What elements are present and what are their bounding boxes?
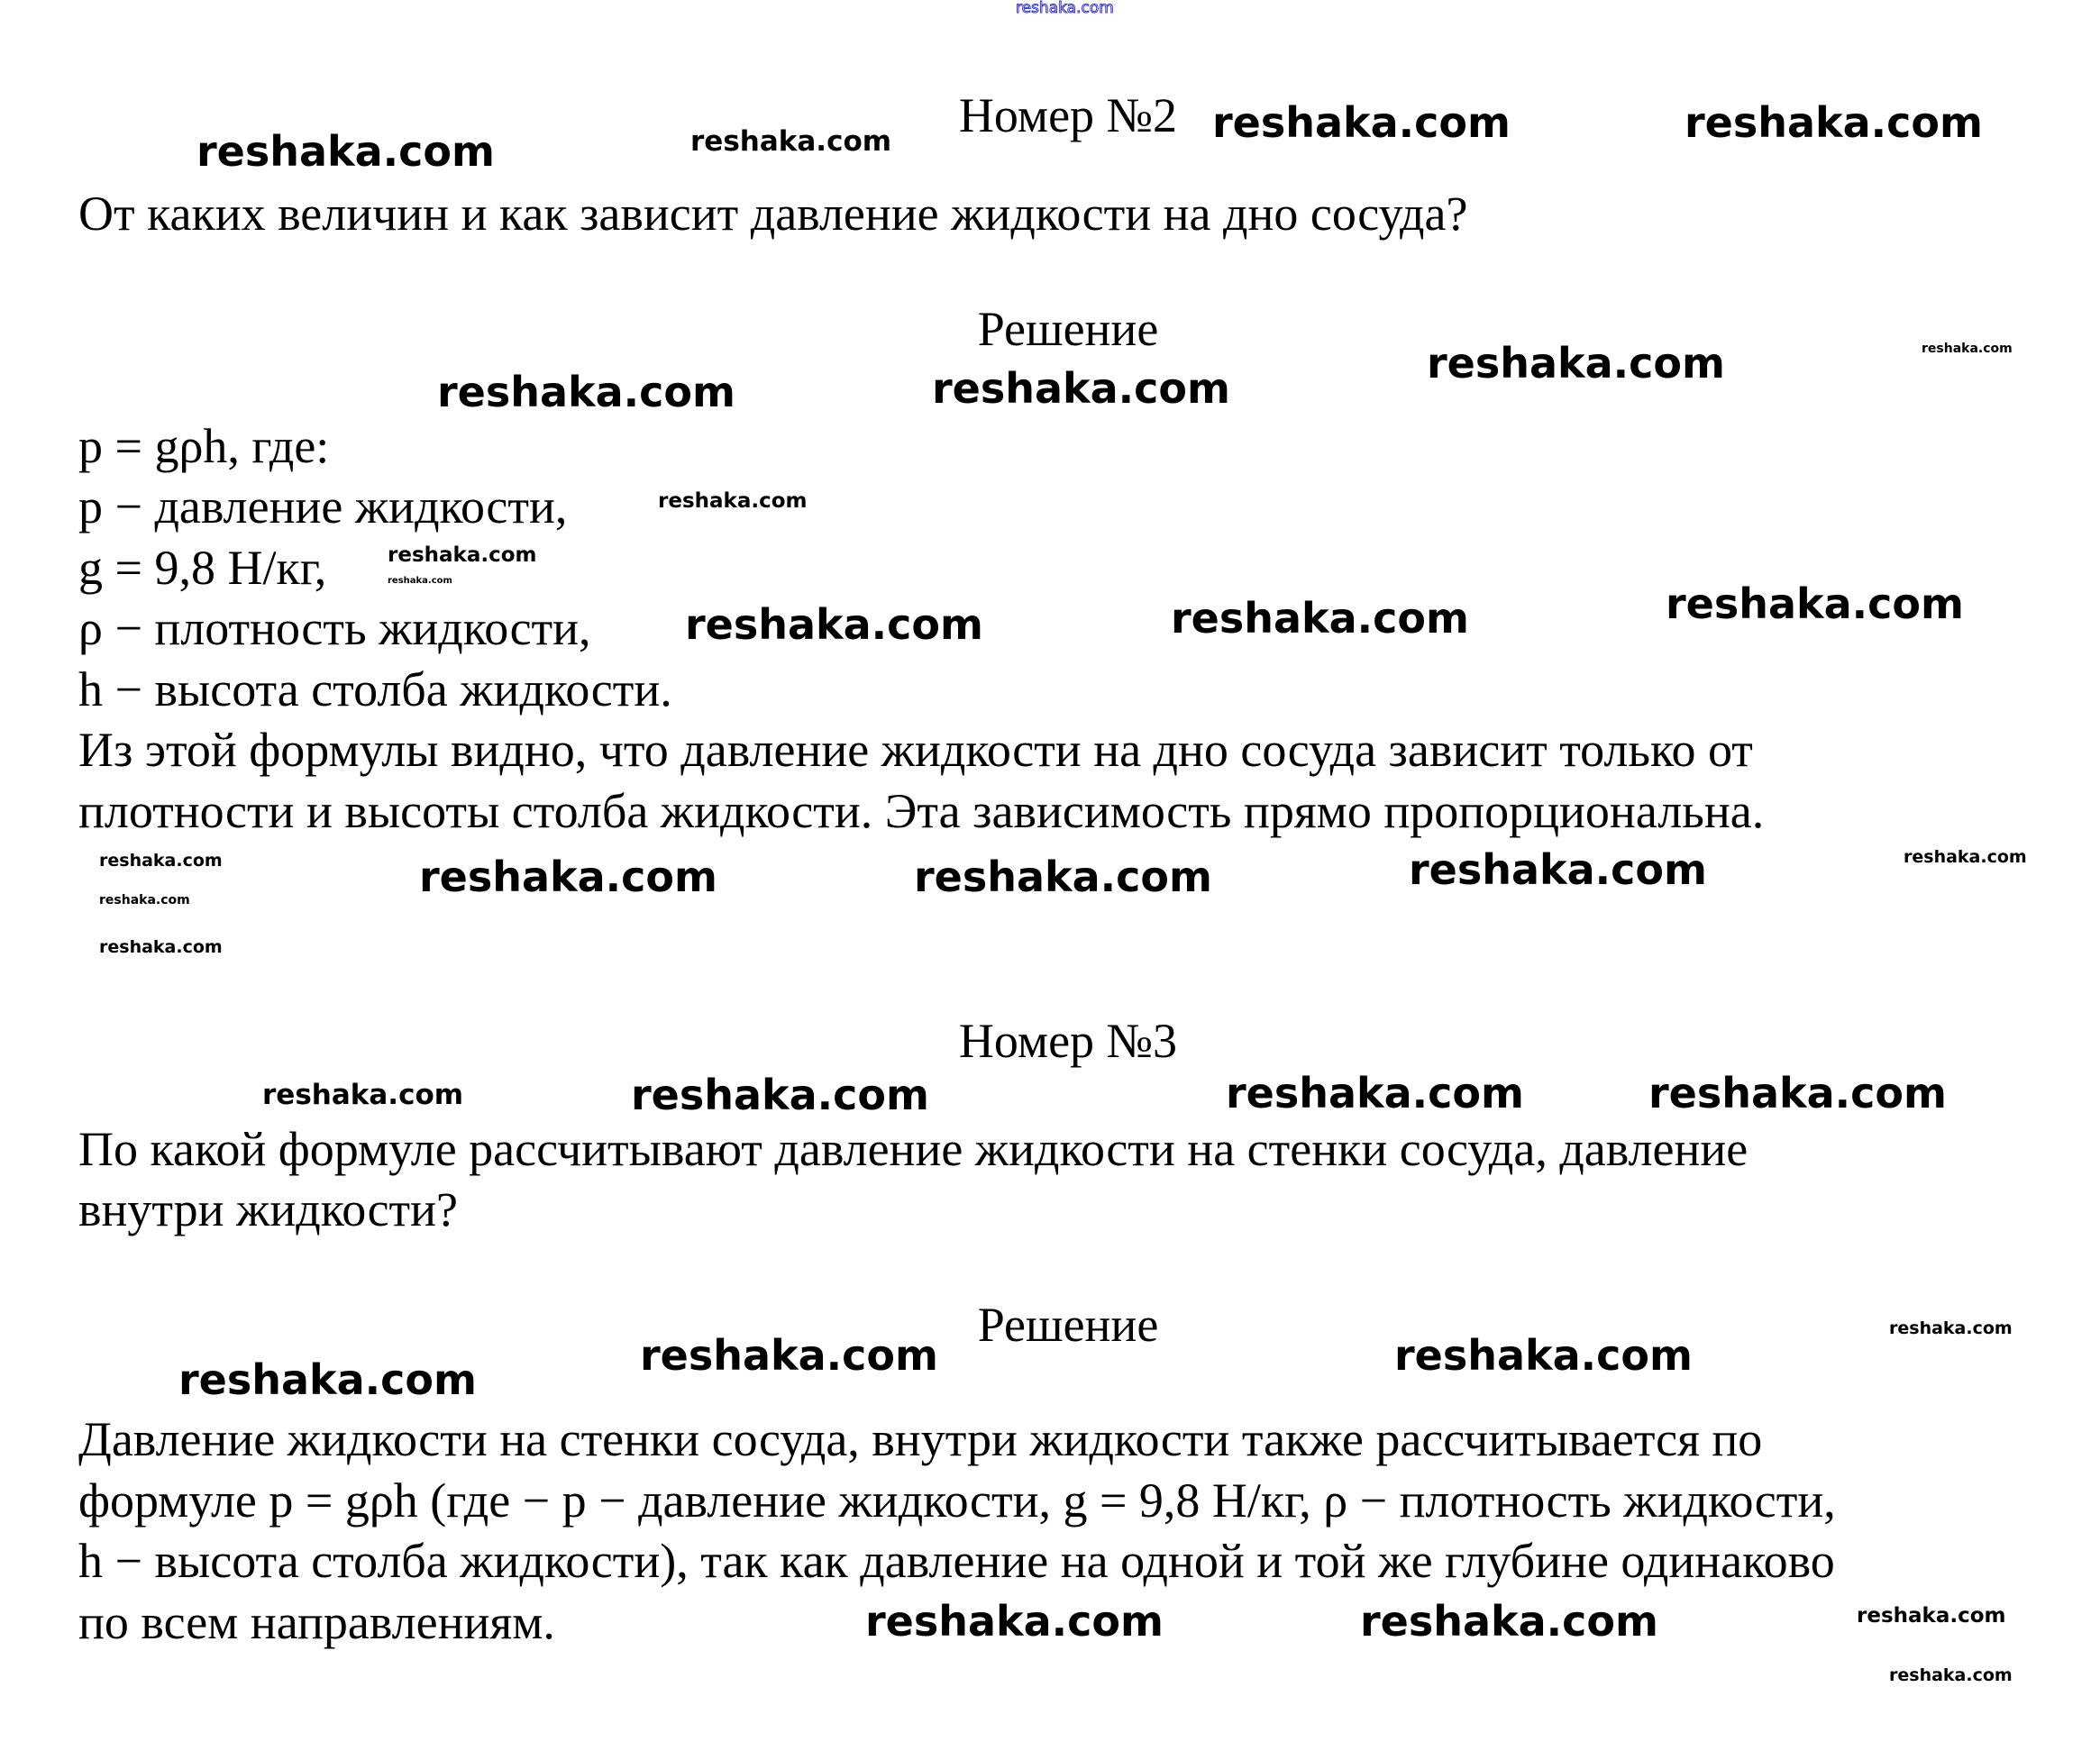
watermark: reshaka.com [685, 600, 983, 649]
watermark: reshaka.com [631, 1071, 929, 1119]
watermark: reshaka.com [690, 125, 892, 158]
watermark: reshaka.com [865, 1597, 1164, 1646]
watermark: reshaka.com [914, 853, 1212, 901]
task3-solution-heading: Решение [977, 1298, 1159, 1352]
watermark: reshaka.com [1904, 847, 2027, 867]
watermark: reshaka.com [1171, 594, 1469, 643]
watermark: reshaka.com [1226, 1069, 1524, 1117]
task3-question: По какой формуле рассчитывают давление жидкости на стенки сосуда, давление [78, 1122, 1748, 1176]
watermark: reshaka.com [388, 576, 452, 586]
task2-line: g = 9,8 Н/кг, [78, 541, 327, 595]
watermark: reshaka.com [1889, 1665, 2013, 1685]
watermark: reshaka.com [1016, 0, 1114, 17]
watermark: reshaka.com [388, 543, 537, 567]
watermark: reshaka.com [99, 937, 223, 957]
watermark: reshaka.com [658, 489, 808, 513]
task3-question: внутри жидкости? [78, 1182, 459, 1236]
task3-answer: h − высота столба жидкости), так как давление на одной и той же глубине одинаково [78, 1534, 1835, 1588]
task2-line: p = gρh, где: [78, 419, 330, 473]
watermark: reshaka.com [99, 893, 190, 907]
watermark: reshaka.com [196, 127, 495, 176]
task2-line: плотности и высоты столба жидкости. Эта зависимость прямо пропорциональна. [78, 784, 1765, 838]
watermark: reshaka.com [1857, 1604, 2006, 1628]
watermark: reshaka.com [1360, 1597, 1658, 1646]
task3-answer: по всем направлениям. [78, 1595, 555, 1649]
watermark: reshaka.com [419, 853, 717, 901]
watermark: reshaka.com [1394, 1331, 1693, 1380]
task3-answer: Давление жидкости на стенки сосуда, внутри жидкости также рассчитывается по [78, 1412, 1763, 1466]
watermark: reshaka.com [262, 1079, 464, 1111]
watermark: reshaka.com [1212, 98, 1511, 147]
watermark: reshaka.com [1427, 339, 1725, 388]
watermark: reshaka.com [1409, 845, 1707, 894]
task3-answer: формуле p = gρh (где − p − давление жидкости, g = 9,8 Н/кг, ρ − плотность жидкости, [78, 1473, 1836, 1528]
watermark: reshaka.com [932, 364, 1230, 413]
watermark: reshaka.com [1648, 1069, 1947, 1117]
watermark: reshaka.com [99, 851, 223, 871]
task3-title: Номер №3 [958, 1014, 1178, 1068]
watermark: reshaka.com [1685, 98, 1983, 147]
task2-line: ρ − плотность жидкости, [78, 601, 591, 655]
watermark: reshaka.com [1889, 1318, 2013, 1338]
task2-solution-heading: Решение [977, 302, 1159, 356]
watermark: reshaka.com [437, 368, 735, 416]
task2-line: p − давление жидкости, [78, 479, 568, 534]
watermark: reshaka.com [1666, 579, 1964, 628]
watermark: reshaka.com [1922, 342, 2013, 356]
task2-line: h − высота столба жидкости. [78, 662, 672, 716]
task2-line: Из этой формулы видно, что давление жидкости на дно сосуда зависит только от [78, 723, 1753, 777]
task2-question: От каких величин и как зависит давление жидкости на дно сосуда? [78, 187, 1468, 241]
watermark: reshaka.com [178, 1355, 477, 1404]
task2-title: Номер №2 [958, 88, 1178, 142]
watermark: reshaka.com [640, 1331, 938, 1380]
